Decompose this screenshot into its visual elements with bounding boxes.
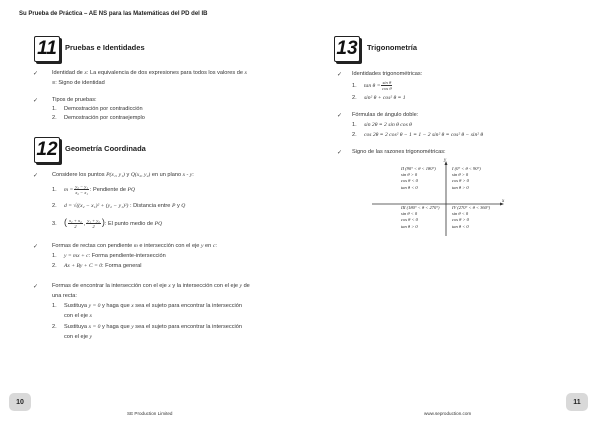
- quadrant-1: I (0° < θ < 90°) sin θ > 0 cos θ > 0 tan θ > 0: [452, 166, 481, 190]
- paso-2-cont: con el eje y: [64, 334, 92, 340]
- check-icon: ✓: [337, 113, 343, 119]
- interseccion-intro: Formas de encontrar la intersección con el eje x y la intersección con el eje y de: [52, 283, 250, 289]
- identidades-label: Identidades trigonométricas:: [352, 71, 423, 77]
- forma-general: 2. Ax + By + C = 0: Forma general: [52, 263, 142, 269]
- publisher-footer: SE Production Limited: [127, 411, 173, 416]
- check-icon: ✓: [33, 284, 39, 290]
- tipos-label: Tipos de pruebas:: [52, 97, 97, 103]
- midpoint-formula: 3. ( $\frac{\text{x₁ + x₂}}{2}$ , $\frac{\text{y₁ + y₂}}{2}$ ): El punto medio de PQ: [52, 217, 163, 230]
- formas-intro: Formas de rectas con pendiente m e intersección con el eje y en c:: [52, 243, 217, 249]
- identidad-definition: Identidad de x: La equivalencia de dos expresiones para todos los valores de x: [52, 70, 247, 76]
- section-13-badge: 13: [334, 36, 360, 62]
- distance-formula: 2. d = √((x₂ − x₁)² + (y₂ − y₁)²) : Distancia entre P y Q: [52, 203, 186, 209]
- list-item: 2. Demostración por contraejemplo: [52, 115, 145, 121]
- check-icon: ✓: [33, 98, 39, 104]
- x-axis-label: x: [502, 199, 505, 204]
- page-number-right: 11: [566, 393, 588, 411]
- section-11-badge: 11: [34, 36, 60, 62]
- section-12-title: Geometría Coordinada: [65, 144, 146, 153]
- quadrant-3: III (180° < θ < 270°) sin θ < 0 cos θ < 0 tan θ > 0: [401, 205, 440, 229]
- sin-double-angle: 1. sin 2θ ≡ 2 sin θ cos θ: [352, 122, 412, 128]
- paso-1: 1. Sustituya y = 0 y haga que x sea el sujeto para encontrar la intersección: [52, 303, 242, 309]
- check-icon: ✓: [337, 150, 343, 156]
- y-axis-label: y: [444, 158, 447, 163]
- check-icon: ✓: [33, 173, 39, 179]
- section-11-title: Pruebas e Identidades: [65, 43, 145, 52]
- page-number-left: 10: [9, 393, 31, 411]
- slope-formula: 1. m = $\frac{\text{y₂ − y₁}}{\text{x₂ − x₁}}$ : Pendiente de PQ: [52, 184, 135, 195]
- document-header: Su Prueba de Práctica – AE NS para las Matemáticas del PD del IB: [19, 11, 208, 17]
- check-icon: ✓: [33, 71, 39, 77]
- section-13-title: Trigonometría: [367, 43, 418, 52]
- puntos-intro: Considere los puntos P(x₁, y₁) y Q(x₂, y₂) en un plano x - y:: [52, 172, 194, 178]
- signos-label: Signo de las razones trigonométricas:: [352, 149, 446, 155]
- quadrant-2: II (90° < θ < 180°) sin θ > 0 cos θ < 0 tan θ < 0: [401, 166, 436, 190]
- doble-label: Fórmulas de ángulo doble:: [352, 112, 419, 118]
- tan-identity: 1. tan θ = $\frac{\text{sin θ}}{\text{cos θ}}$: [352, 80, 392, 91]
- forma-pendiente: 1. y = mx + c: Forma pendiente-intersección: [52, 253, 166, 259]
- section-12-badge: 12: [34, 137, 60, 163]
- cos-double-angle: 2. cos 2θ ≡ 2 cos² θ − 1 ≡ 1 − 2 sin² θ ≡ cos² θ − sin² θ: [352, 132, 484, 138]
- check-icon: ✓: [33, 244, 39, 250]
- paso-2: 2. Sustituya x = 0 y haga que y sea el sujeto para encontrar la intersección: [52, 324, 242, 330]
- identidad-sign: ≡: Signo de identidad: [52, 80, 105, 86]
- interseccion-intro-cont: una recta:: [52, 293, 77, 299]
- check-icon: ✓: [337, 72, 343, 78]
- list-item: 1. Demostración por contradicción: [52, 106, 143, 112]
- website-footer: www.seproduction.com: [424, 411, 472, 416]
- pythagorean-identity: 2. sin² θ + cos² θ ≡ 1: [352, 95, 406, 101]
- paso-1-cont: con el eje x: [64, 313, 92, 319]
- quadrant-4: IV (270° < θ < 360°) sin θ < 0 cos θ > 0 tan θ < 0: [452, 205, 491, 229]
